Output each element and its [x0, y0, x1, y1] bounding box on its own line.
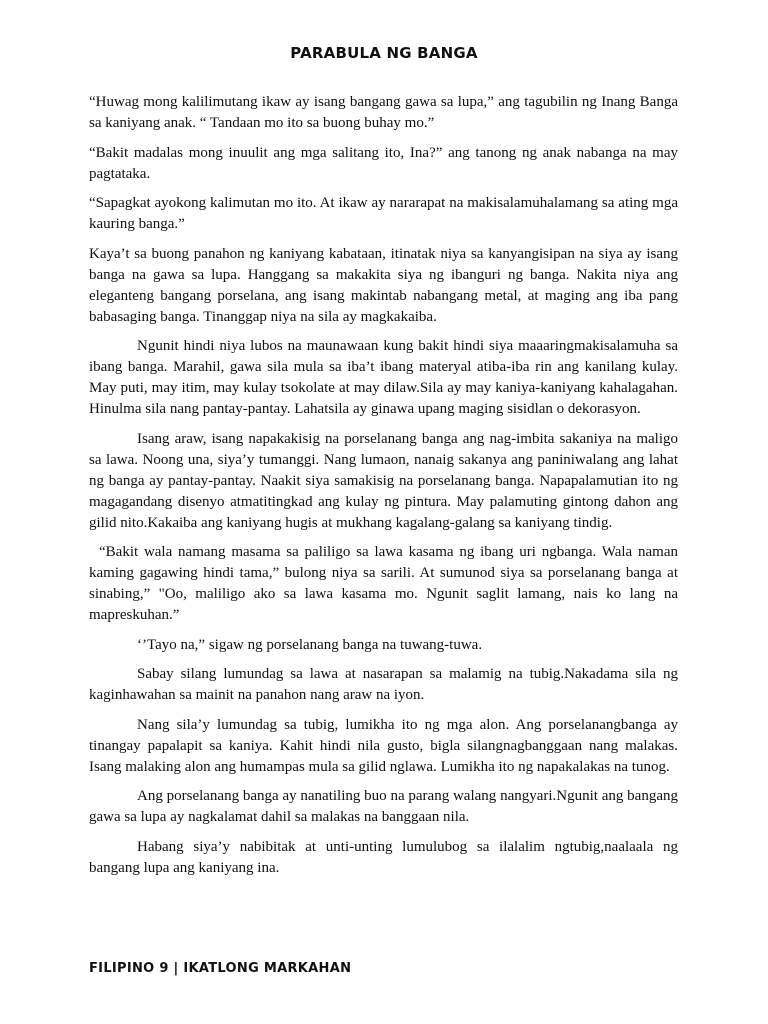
paragraph-6: Isang araw, isang napakakisig na porselanang banga ang nag-imbita sakaniya na maligo sa lawa. Noong una, siya’y tumanggi. Nang lumaon, nanaig sakanya ang paniniwalang ang lahat ng banga ay pantay-pantay. Naakit siya samakisig na porselanang banga. Napapalamutian ito ng magagandang disenyo atmatitingkad ang kulay ng pintura. May palamuting gintong dahon ang gilid nito.Kakaiba ang kaniyang hugis at mukhang kagalang-galang sa kaniyang tindig.: [89, 430, 678, 531]
document-body: [89, 92, 678, 887]
paragraph-2: “Bakit madalas mong inuulit ang mga salitang ito, Ina?” ang tanong ng anak nabanga na may pagtataka.: [89, 144, 678, 182]
paragraph-7: “Bakit wala namang masama sa paliligo sa lawa kasama ng ibang uri ngbanga. Wala naman kaming gagawing hindi tama,” bulong niya sa sarili. At sumunod siya sa porselanang banga at sinabing,” "Oo, maliligo ako sa lawa kasama mo. Ngunit saglit lamang, nais ko lang na mapreskuhan.”: [89, 544, 678, 623]
paragraph-11: Ang porselanang banga ay nanatiling buo na parang walang nangyari.Ngunit ang bangang gawa sa lupa ay nagkalamat dahil sa malakas na banggaan nila.: [89, 788, 678, 825]
paragraph-5: Ngunit hindi niya lubos na maunawaan kung bakit hindi siya maaaringmakisalamuha sa ibang banga. Marahil, gawa sila mula sa iba’t ibang materyal atiba-iba rin ang kanilang kulay. May puti, may itim, may kulay tsokolate at may dilaw.Sila ay may kaniya-kaniyang kahalagahan. Hinulma sila nang pantay-pantay. Lahatsila ay ginawa upang maging sisidlan o dekorasyon.: [89, 338, 678, 417]
paragraph-4: Kaya’t sa buong panahon ng kaniyang kabataan, itinatak niya sa kanyangisipan na siya ay isang banga na gawa sa lupa. Hanggang sa makakita siya ng ibanguri ng banga. Nakita niya ang eleganteng bangang porselana, ang isang makintab nabangang metal, at maging ang iba pang babasaging banga. Tinanggap niya na sila ay magkakaiba.: [89, 245, 678, 325]
paragraph-12: Habang siya’y nabibitak at unti-unting lumulubog sa ilalalim ngtubig,naalaala ng bangang lupa ang kaniyang ina.: [89, 838, 678, 876]
page-footer: FILIPINO 9 | IKATLONG MARKAHAN: [89, 961, 352, 976]
paragraph-3: “Sapagkat ayokong kalimutan mo ito. At ikaw ay nararapat na makisalamuhalamang sa ating mga kauring banga.”: [89, 195, 678, 232]
paragraph-9: Sabay silang lumundag sa lawa at nasarapan sa malamig na tubig.Nakadama sila ng kaginhawahan sa mainit na panahon nang araw na iyon.: [89, 666, 678, 703]
paragraph-8: ‘’Tayo na,” sigaw ng porselanang banga na tuwang-tuwa.: [137, 636, 483, 653]
document-title: PARABULA NG BANGA: [290, 44, 478, 62]
paragraph-1: “Huwag mong kalilimutang ikaw ay isang bangang gawa sa lupa,” ang tagubilin ng Inang Banga sa kaniyang anak. “ Tandaan mo ito sa buong buhay mo.”: [89, 94, 678, 131]
paragraph-10: Nang sila’y lumundag sa tubig, lumikha ito ng mga alon. Ang porselanangbanga ay tinangay papalapit sa kaniya. Kahit hindi nila gusto, bigla silangnagbanggaan nang malakas. Isang malaking alon ang humampas mula sa gilid nglawa. Lumikha ito ng napakalakas na tunog.: [89, 716, 678, 775]
